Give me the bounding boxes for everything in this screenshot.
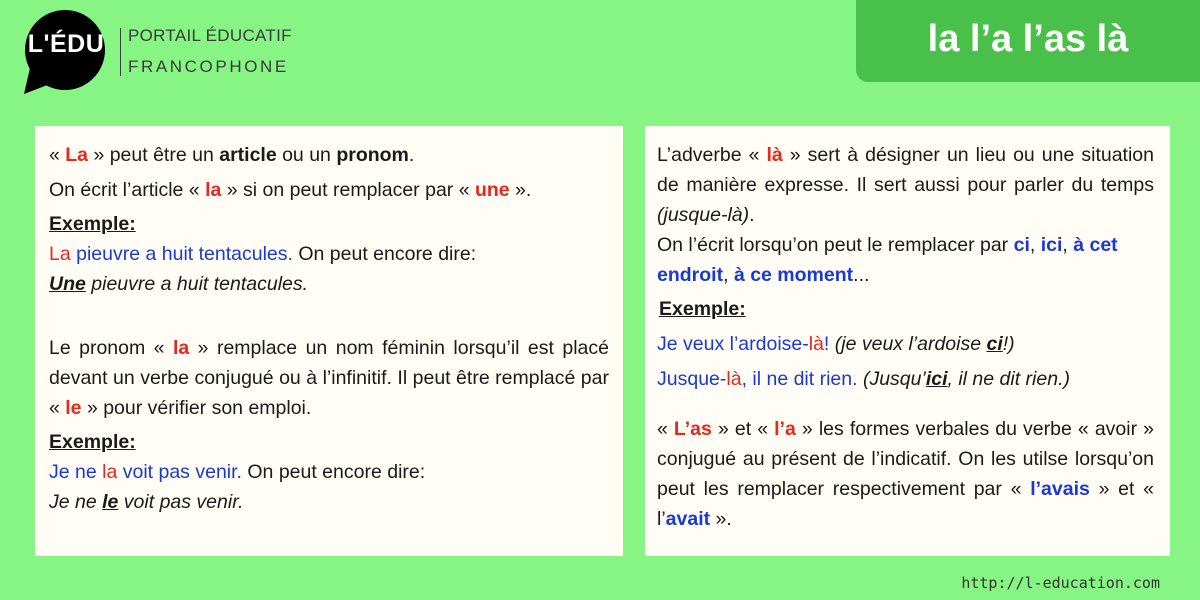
right-card [645,126,1170,556]
left-example-label-2: Exemple: [49,431,136,453]
left-pronoun-rule: Le pronom « la » remplace un nom féminin lorsqu’il est placé devant un verbe conjugué ou à l’infinitif. Il peut être remplacé par « le » pour vérifier son emploi. [49,337,610,419]
portal-line-2: FRANCOPHONE [128,57,289,76]
left-card [35,126,623,556]
right-adverb-rule: L’adverbe « là » sert à désigner un lieu ou une situation de manière expresse. Il sert aussi pour parler du temps (jusque-là). [657,144,1154,226]
left-example-1-line-1: La pieuvre a huit tentacules. On peut encore dire: [49,243,477,265]
right-verb-rule: « L’as » et « l’a » les formes verbales du verbe « avoir » conjugué au présent de l’indicatif. On les utilse lorsqu’on peut les remplacer respectivement par « l’avais » et « l’avait ». [657,418,1155,530]
title-banner [856,0,1200,82]
left-article-rule: On écrit l’article « la » si on peut remplacer par « une ». [49,179,532,201]
left-intro: « La » peut être un article ou un pronom. [49,144,415,166]
right-example-label: Exemple: [659,298,746,320]
logo-divider [120,28,121,76]
left-example-label-1: Exemple: [49,213,136,235]
left-example-1-line-2: Une pieuvre a huit tentacules. [49,273,309,295]
footer-url-link[interactable]: http://l-education.com [961,574,1160,592]
page-title: la l’a l’as là [927,18,1129,60]
portal-line-1: PORTAIL ÉDUCATIF [128,26,292,45]
logo-text: L'ÉDU [27,30,105,58]
left-example-2-line-1: Je ne la voit pas venir. On peut encore dire: [49,461,426,483]
right-example-line-2: Jusque-là, il ne dit rien. (Jusqu’ici, il ne dit rien.) [657,368,1070,390]
right-replacement-rule: On l’écrit lorsqu’on peut le remplacer par ci, ici, à cet endroit, à ce moment... [657,234,1118,286]
right-example-line-1: Je veux l’ardoise-là! (je veux l’ardoise ci!) [657,333,1015,355]
left-example-2-line-2: Je ne le voit pas venir. [49,491,244,513]
